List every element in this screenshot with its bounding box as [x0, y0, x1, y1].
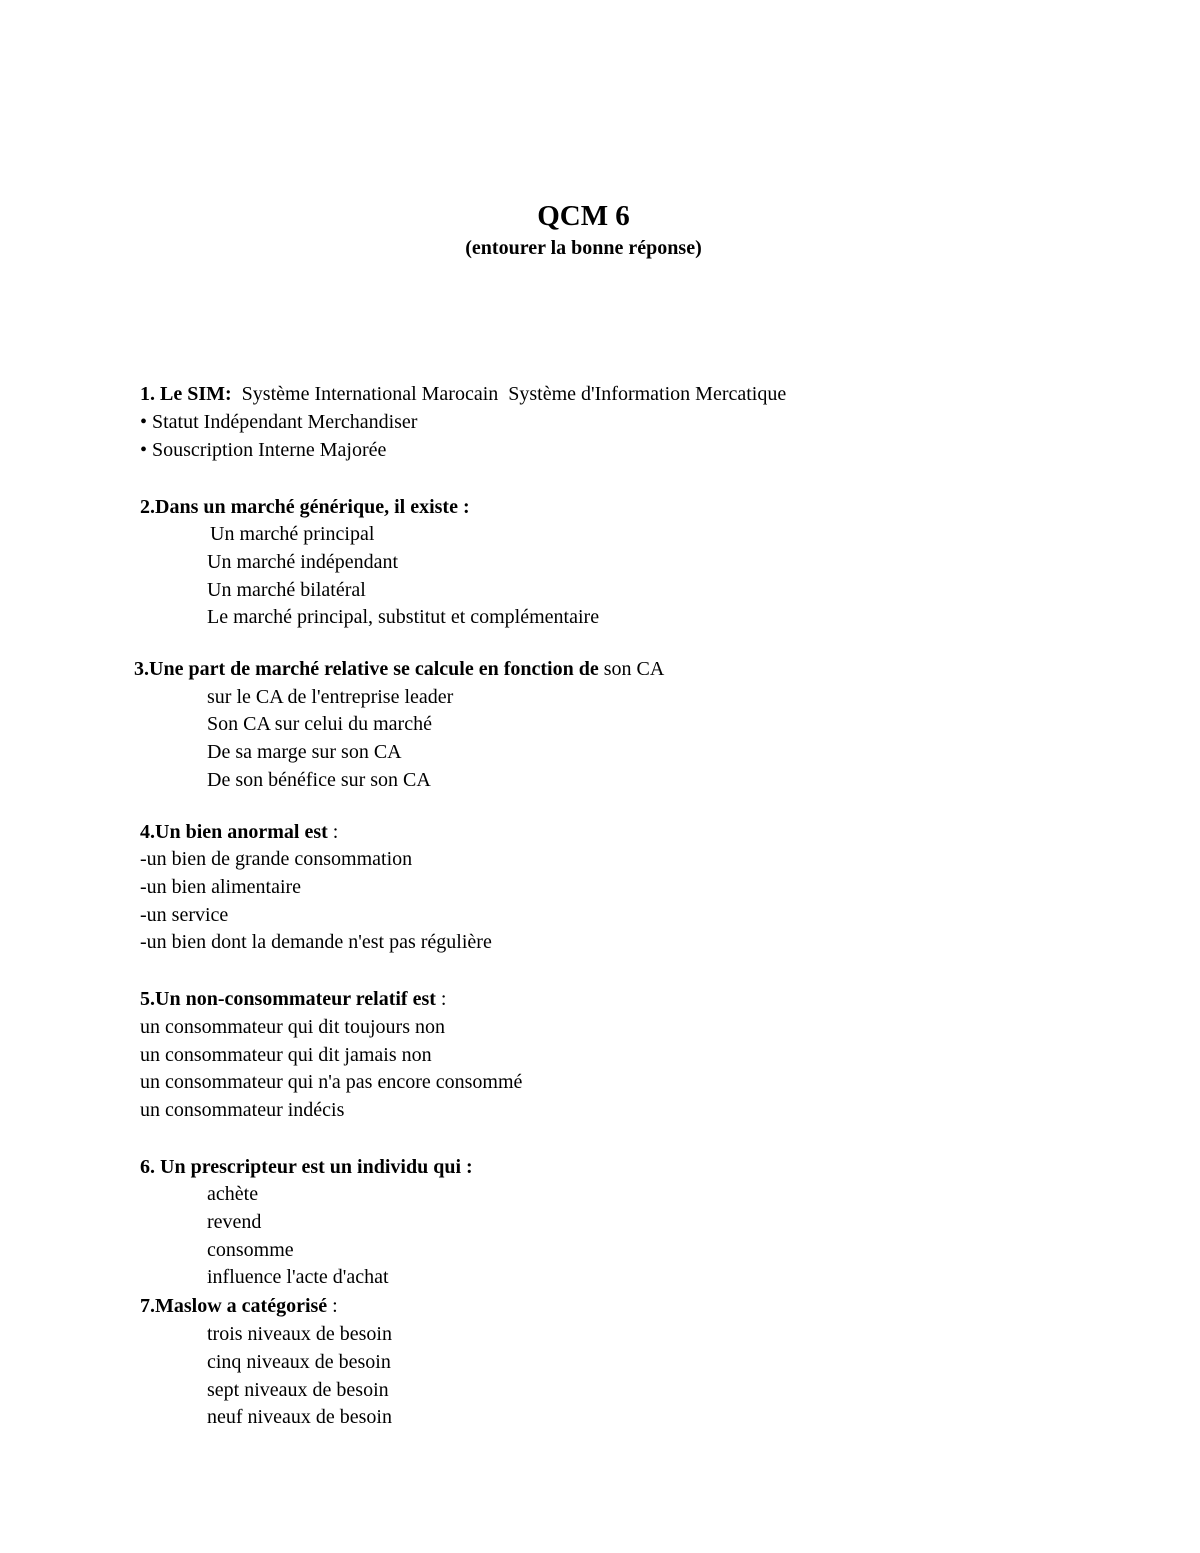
- question-5: [140, 985, 446, 1013]
- question-4-option-4: -un bien dont la demande n'est pas régulière: [140, 931, 492, 953]
- question-6-option-4: influence l'acte d'achat: [207, 1266, 389, 1288]
- question-7-option-3: sept niveaux de besoin: [207, 1379, 389, 1401]
- question-2-option-4: Le marché principal, substitut et complémentaire: [207, 606, 600, 628]
- question-6-label: 6. Un prescripteur est un individu qui :: [140, 1156, 473, 1178]
- question-3: [134, 655, 664, 683]
- question-4-option-1: -un bien de grande consommation: [140, 848, 413, 870]
- question-1-tail: Système International Marocain Système d'Information Mercatique: [231, 383, 787, 405]
- question-5-option-3: un consommateur qui n'a pas encore consommé: [140, 1071, 523, 1093]
- question-2-option-2: Un marché indépendant: [207, 551, 399, 573]
- question-6-option-1: achète: [207, 1183, 259, 1205]
- question-5-option-4: un consommateur indécis: [140, 1099, 345, 1121]
- question-7: [140, 1292, 338, 1320]
- question-2-option-1: Un marché principal: [210, 523, 375, 545]
- question-7-option-2: cinq niveaux de besoin: [207, 1351, 391, 1373]
- question-7-tail: :: [327, 1295, 338, 1317]
- question-5-label: 5.Un non-consommateur relatif est: [140, 988, 436, 1010]
- question-1-option-1: • Statut Indépendant Merchandiser: [140, 411, 418, 433]
- question-4-option-3: -un service: [140, 904, 229, 926]
- question-3-option-1: sur le CA de l'entreprise leader: [207, 686, 454, 708]
- question-1-label: 1. Le SIM:: [140, 383, 232, 405]
- question-4-option-2: -un bien alimentaire: [140, 876, 302, 898]
- question-7-label: 7.Maslow a catégorisé: [140, 1295, 328, 1317]
- question-4: [140, 818, 338, 846]
- question-3-label: 3.Une part de marché relative se calcule en fonction de: [134, 658, 599, 680]
- question-6-option-3: consomme: [207, 1239, 294, 1261]
- question-4-tail: :: [327, 821, 339, 843]
- question-3-option-4: De son bénéfice sur son CA: [207, 769, 431, 791]
- page-subtitle: (entourer la bonne réponse): [465, 237, 702, 259]
- question-7-option-1: trois niveaux de besoin: [207, 1323, 392, 1345]
- page-title: QCM 6: [537, 200, 630, 232]
- question-3-option-3: De sa marge sur son CA: [207, 741, 402, 763]
- question-2-label: 2.Dans un marché générique, il existe :: [140, 496, 470, 518]
- question-7-option-4: neuf niveaux de besoin: [207, 1406, 392, 1428]
- question-1-option-2: • Souscription Interne Majorée: [140, 439, 387, 461]
- question-2-option-3: Un marché bilatéral: [207, 579, 366, 601]
- question-5-tail: :: [435, 988, 447, 1010]
- question-4-label: 4.Un bien anormal est: [140, 821, 328, 843]
- question-3-option-2: Son CA sur celui du marché: [207, 713, 432, 735]
- question-6-option-2: revend: [207, 1211, 262, 1233]
- question-5-option-2: un consommateur qui dit jamais non: [140, 1044, 432, 1066]
- question-1: [140, 380, 786, 408]
- question-3-tail: son CA: [598, 658, 665, 680]
- question-5-option-1: un consommateur qui dit toujours non: [140, 1016, 445, 1038]
